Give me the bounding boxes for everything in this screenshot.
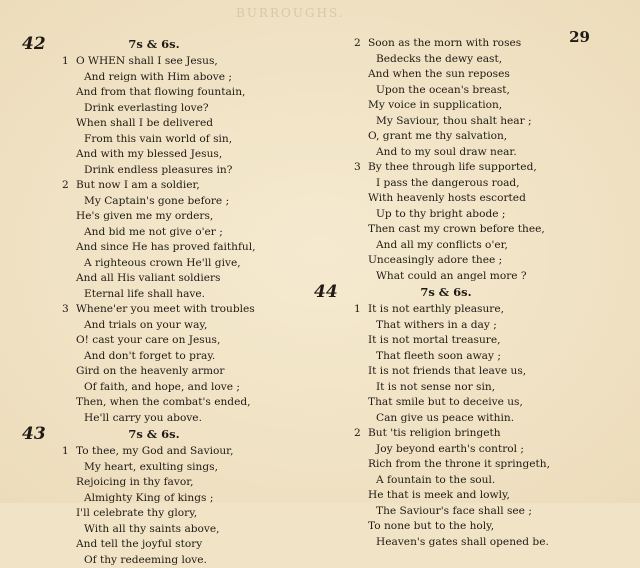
verse: [18, 302, 290, 426]
verse-line-text: From this vain world of sin,: [84, 133, 232, 145]
verse-line: [18, 85, 290, 101]
verse-line-text: My heart, exulting sings,: [84, 461, 218, 473]
verse-line: [310, 36, 582, 52]
verse-line-text: The Saviour's face shall see ;: [376, 505, 532, 517]
verse-line-text: And from that flowing fountain,: [76, 86, 245, 98]
verse-line: [18, 256, 290, 272]
verse-line: [18, 302, 290, 318]
verse-line-text: It is not friends that leave us,: [368, 365, 526, 377]
verse-line: [18, 240, 290, 256]
verse-line: [18, 116, 290, 132]
verse-number: 2: [354, 426, 368, 442]
verse-line: [310, 52, 582, 68]
verse-line: [18, 194, 290, 210]
verse-line-text: But 'tis religion bringeth: [368, 427, 501, 439]
hymn-block: [18, 426, 290, 568]
verse-line: [310, 535, 582, 551]
verse-line-text: O! cast your care on Jesus,: [76, 334, 220, 346]
running-head: BURROUGHS.: [236, 6, 345, 20]
verse-line: [18, 491, 290, 507]
verse-line-text: That fleeth soon away ;: [376, 350, 501, 362]
verse-line-text: And all His valiant soldiers: [76, 272, 221, 284]
verse-line-text: O, grant me thy salvation,: [368, 130, 507, 142]
hymn-header: [18, 36, 290, 54]
verse-line-text: And all my conflicts o'er,: [376, 239, 508, 251]
verse-line-text: It is not mortal treasure,: [368, 334, 501, 346]
verse-line: [310, 191, 582, 207]
verse: [18, 54, 290, 178]
verse-line-text: My voice in supplication,: [368, 99, 502, 111]
left-column: [18, 36, 290, 568]
verse-line: [310, 380, 582, 396]
verse-line-text: Then, when the combat's ended,: [76, 396, 251, 408]
verse-line-text: And when the sun reposes: [368, 68, 510, 80]
verse-line-text: Of thy redeeming love.: [84, 554, 207, 566]
verse-line: [18, 178, 290, 194]
verse-line: [18, 364, 290, 380]
verse-line: [18, 147, 290, 163]
verse-line-text: Joy beyond earth's control ;: [376, 443, 524, 455]
verse-number: 1: [354, 302, 368, 318]
verse-line: [310, 145, 582, 161]
verse-line-text: I pass the dangerous road,: [376, 177, 520, 189]
verse-line-text: He'll carry you above.: [84, 412, 202, 424]
verse-line: [18, 225, 290, 241]
verse-line-text: A righteous crown He'll give,: [84, 257, 241, 269]
verse-number: 2: [62, 178, 76, 194]
verse-line: [18, 395, 290, 411]
verse-line-text: Soon as the morn with roses: [368, 37, 521, 49]
verse-line-text: And tell the joyful story: [76, 538, 202, 550]
verse-line-text: To thee, my God and Saviour,: [76, 445, 233, 457]
verse-number: 3: [354, 160, 368, 176]
verse-line: [310, 504, 582, 520]
hymn-meter: 7s & 6s.: [18, 37, 290, 51]
verse-line: [310, 269, 582, 285]
hymn-meter: 7s & 6s.: [310, 285, 582, 299]
verse-line: [18, 318, 290, 334]
verse-line: [18, 70, 290, 86]
verse-line-text: Unceasingly adore thee ;: [368, 254, 502, 266]
verse-line: [310, 411, 582, 427]
verse-line-text: I'll celebrate thy glory,: [76, 507, 197, 519]
verse-line: [18, 444, 290, 460]
verse-line-text: It is not earthly pleasure,: [368, 303, 504, 315]
hymn-number: 42: [22, 34, 46, 54]
verse-line-text: My Captain's gone before ;: [84, 195, 229, 207]
verse-line-text: And trials on your way,: [84, 319, 207, 331]
verse-line: [310, 207, 582, 223]
verse-line-text: He that is meek and lowly,: [368, 489, 510, 501]
verse-line: [18, 380, 290, 396]
verse-line: [18, 132, 290, 148]
hymn-meter: 7s & 6s.: [18, 427, 290, 441]
verse-line-text: And to my soul draw near.: [376, 146, 517, 158]
verse-line: [310, 222, 582, 238]
verse-line-text: He's given me my orders,: [76, 210, 213, 222]
verse-line-text: And with my blessed Jesus,: [76, 148, 222, 160]
verse-line: [310, 318, 582, 334]
verse-line-text: Drink everlasting love?: [84, 102, 209, 114]
verse-line: [310, 83, 582, 99]
verse-line-text: Of faith, and hope, and love ;: [84, 381, 240, 393]
verse-number: 1: [62, 54, 76, 70]
verse-line: [18, 271, 290, 287]
verse-line: [18, 537, 290, 553]
verse-line-text: Rich from the throne it springeth,: [368, 458, 550, 470]
verse-line-text: Eternal life shall have.: [84, 288, 205, 300]
verse-line: [18, 209, 290, 225]
verse-line: [18, 101, 290, 117]
verse-line-text: It is not sense nor sin,: [376, 381, 495, 393]
verse-line-text: By thee through life supported,: [368, 161, 537, 173]
verse-line: [310, 238, 582, 254]
verse-line-text: And reign with Him above ;: [84, 71, 232, 83]
verse-line-text: My Saviour, thou shalt hear ;: [376, 115, 532, 127]
verse-line: [310, 302, 582, 318]
verse-line: [310, 114, 582, 130]
verse: [310, 426, 582, 550]
verse-line: [310, 160, 582, 176]
right-column: [310, 36, 582, 550]
verse-line: [18, 54, 290, 70]
verse: [310, 36, 582, 160]
verse-line-text: Heaven's gates shall opened be.: [376, 536, 549, 548]
hymn-number: 43: [22, 424, 46, 444]
verse-line: [18, 522, 290, 538]
verse-line: [310, 488, 582, 504]
verse-line: [18, 287, 290, 303]
hymn-block: [310, 36, 582, 284]
verse-number: 2: [354, 36, 368, 52]
verse-line: [310, 98, 582, 114]
hymn-number: 44: [314, 282, 338, 302]
verse-line: [310, 364, 582, 380]
verse-line-text: And since He has proved faithful,: [76, 241, 256, 253]
verse: [310, 160, 582, 284]
verse: [310, 302, 582, 426]
verse-line-text: To none but to the holy,: [368, 520, 494, 532]
verse-line-text: But now I am a soldier,: [76, 179, 200, 191]
verse-line: [310, 442, 582, 458]
verse-line: [310, 426, 582, 442]
verse-line: [310, 129, 582, 145]
verse-line: [18, 333, 290, 349]
verse-line: [310, 473, 582, 489]
verse-line: [18, 163, 290, 179]
verse-line-text: Up to thy bright abode ;: [376, 208, 505, 220]
verse-line: [310, 253, 582, 269]
verse-line: [18, 460, 290, 476]
verse-line-text: O WHEN shall I see Jesus,: [76, 55, 218, 67]
verse-line-text: And don't forget to pray.: [84, 350, 215, 362]
verse-line: [18, 553, 290, 568]
verse-line: [18, 475, 290, 491]
verse-line: [310, 395, 582, 411]
hymn-header: [18, 426, 290, 444]
verse-line-text: Gird on the heavenly armor: [76, 365, 224, 377]
verse-line-text: Almighty King of kings ;: [84, 492, 213, 504]
verse-line-text: What could an angel more ?: [376, 270, 527, 282]
verse-line-text: With heavenly hosts escorted: [368, 192, 526, 204]
verse-line: [18, 349, 290, 365]
verse-line-text: With all thy saints above,: [84, 523, 220, 535]
verse-line-text: Bedecks the dewy east,: [376, 53, 502, 65]
hymn-block: [310, 284, 582, 550]
verse: [18, 178, 290, 302]
verse-line-text: Whene'er you meet with troubles: [76, 303, 255, 315]
verse-line-text: Drink endless pleasures in?: [84, 164, 232, 176]
verse-line: [310, 519, 582, 535]
verse-line: [310, 333, 582, 349]
verse-line: [18, 506, 290, 522]
verse-line: [18, 411, 290, 427]
verse: [18, 444, 290, 568]
verse-line-text: When shall I be delivered: [76, 117, 213, 129]
hymn-header: [310, 284, 582, 302]
verse-number: 1: [62, 444, 76, 460]
verse-line-text: And bid me not give o'er ;: [84, 226, 223, 238]
verse-line: [310, 457, 582, 473]
verse-line-text: Rejoicing in thy favor,: [76, 476, 193, 488]
verse-line-text: A fountain to the soul.: [376, 474, 495, 486]
verse-line-text: Then cast my crown before thee,: [368, 223, 545, 235]
verse-number: 3: [62, 302, 76, 318]
page-number: 29: [569, 28, 590, 46]
verse-line: [310, 176, 582, 192]
verse-line-text: Upon the ocean's breast,: [376, 84, 510, 96]
verse-line-text: That withers in a day ;: [376, 319, 497, 331]
verse-line-text: Can give us peace within.: [376, 412, 514, 424]
verse-line: [310, 67, 582, 83]
hymn-block: [18, 36, 290, 426]
verse-line-text: That smile but to deceive us,: [368, 396, 523, 408]
verse-line: [310, 349, 582, 365]
